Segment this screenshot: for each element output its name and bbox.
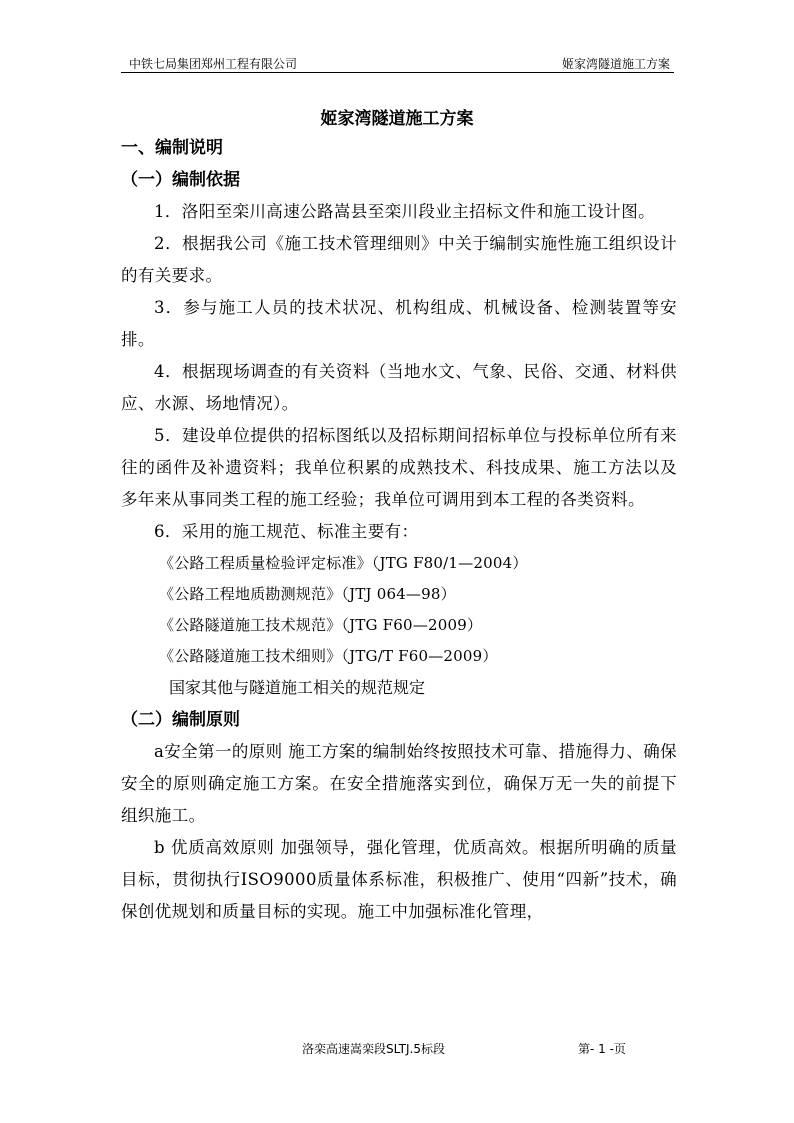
basis-item-4: 4．根据现场调查的有关资料（当地水文、气象、民俗、交通、材料供应、水源、场地情况）。 bbox=[121, 362, 677, 413]
standard-item: 《公路工程地质勘测规范》（JTJ 064—98） bbox=[159, 585, 456, 603]
subsection-heading-basis: （一）编制依据 bbox=[121, 170, 240, 190]
basis-item-6: 6．采用的施工规范、标准主要有： bbox=[154, 522, 419, 541]
section-heading-1: 一、编制说明 bbox=[121, 138, 223, 158]
document-title: 姬家湾隧道施工方案 bbox=[320, 109, 474, 129]
document-body bbox=[121, 132, 677, 928]
page-footer bbox=[0, 1040, 794, 1060]
page-number: 第- 1 -页 bbox=[578, 1042, 626, 1056]
basis-item-1: 1．洛阳至栾川高速公路嵩县至栾川段业主招标文件和施工设计图。 bbox=[154, 202, 655, 221]
page-header bbox=[121, 52, 674, 73]
standard-item: 《公路工程质量检验评定标准》（JTG F80/1—2004） bbox=[159, 554, 528, 572]
header-company: 中铁七局集团郑州工程有限公司 bbox=[129, 57, 298, 71]
footer-section: 洛栾高速嵩栾段SLTJ.5标段 bbox=[302, 1042, 445, 1056]
basis-item-3: 3．参与施工人员的技术状况、机构组成、机械设备、检测装置等安排。 bbox=[121, 298, 677, 349]
principle-item-a: a安全第一的原则 施工方案的编制始终按照技术可靠、措施得力、确保安全的原则确定施工方案。在安全措施落实到位，确保万无一失的前提下组织施工。 bbox=[121, 742, 677, 825]
header-doc-name: 姬家湾隧道施工方案 bbox=[561, 57, 670, 71]
standard-item: 《公路隧道施工技术规范》（JTG F60—2009） bbox=[159, 616, 483, 634]
subsection-heading-principles: （二）编制原则 bbox=[121, 710, 240, 730]
standard-item: 《公路隧道施工技术细则》（JTG/T F60—2009） bbox=[159, 647, 498, 665]
principle-item-b: b 优质高效原则 加强领导，强化管理，优质高效。根据所明确的质量目标，贯彻执行ISO9000质量体系标准，积极推广、使用“四新”技术，确保创优规划和质量目标的实现。施工中加强标准化管理， bbox=[121, 838, 677, 921]
standards-note: 国家其他与隧道施工相关的规范规定 bbox=[169, 678, 426, 697]
basis-item-2: 2．根据我公司《施工技术管理细则》中关于编制实施性施工组织设计的有关要求。 bbox=[121, 234, 677, 285]
basis-item-5: 5．建设单位提供的招标图纸以及招标期间招标单位与投标单位所有来往的函件及补遗资料；我单位积累的成熟技术、科技成果、施工方法以及多年来从事同类工程的施工经验；我单位可调用到本工程的各类资料。 bbox=[121, 426, 677, 509]
